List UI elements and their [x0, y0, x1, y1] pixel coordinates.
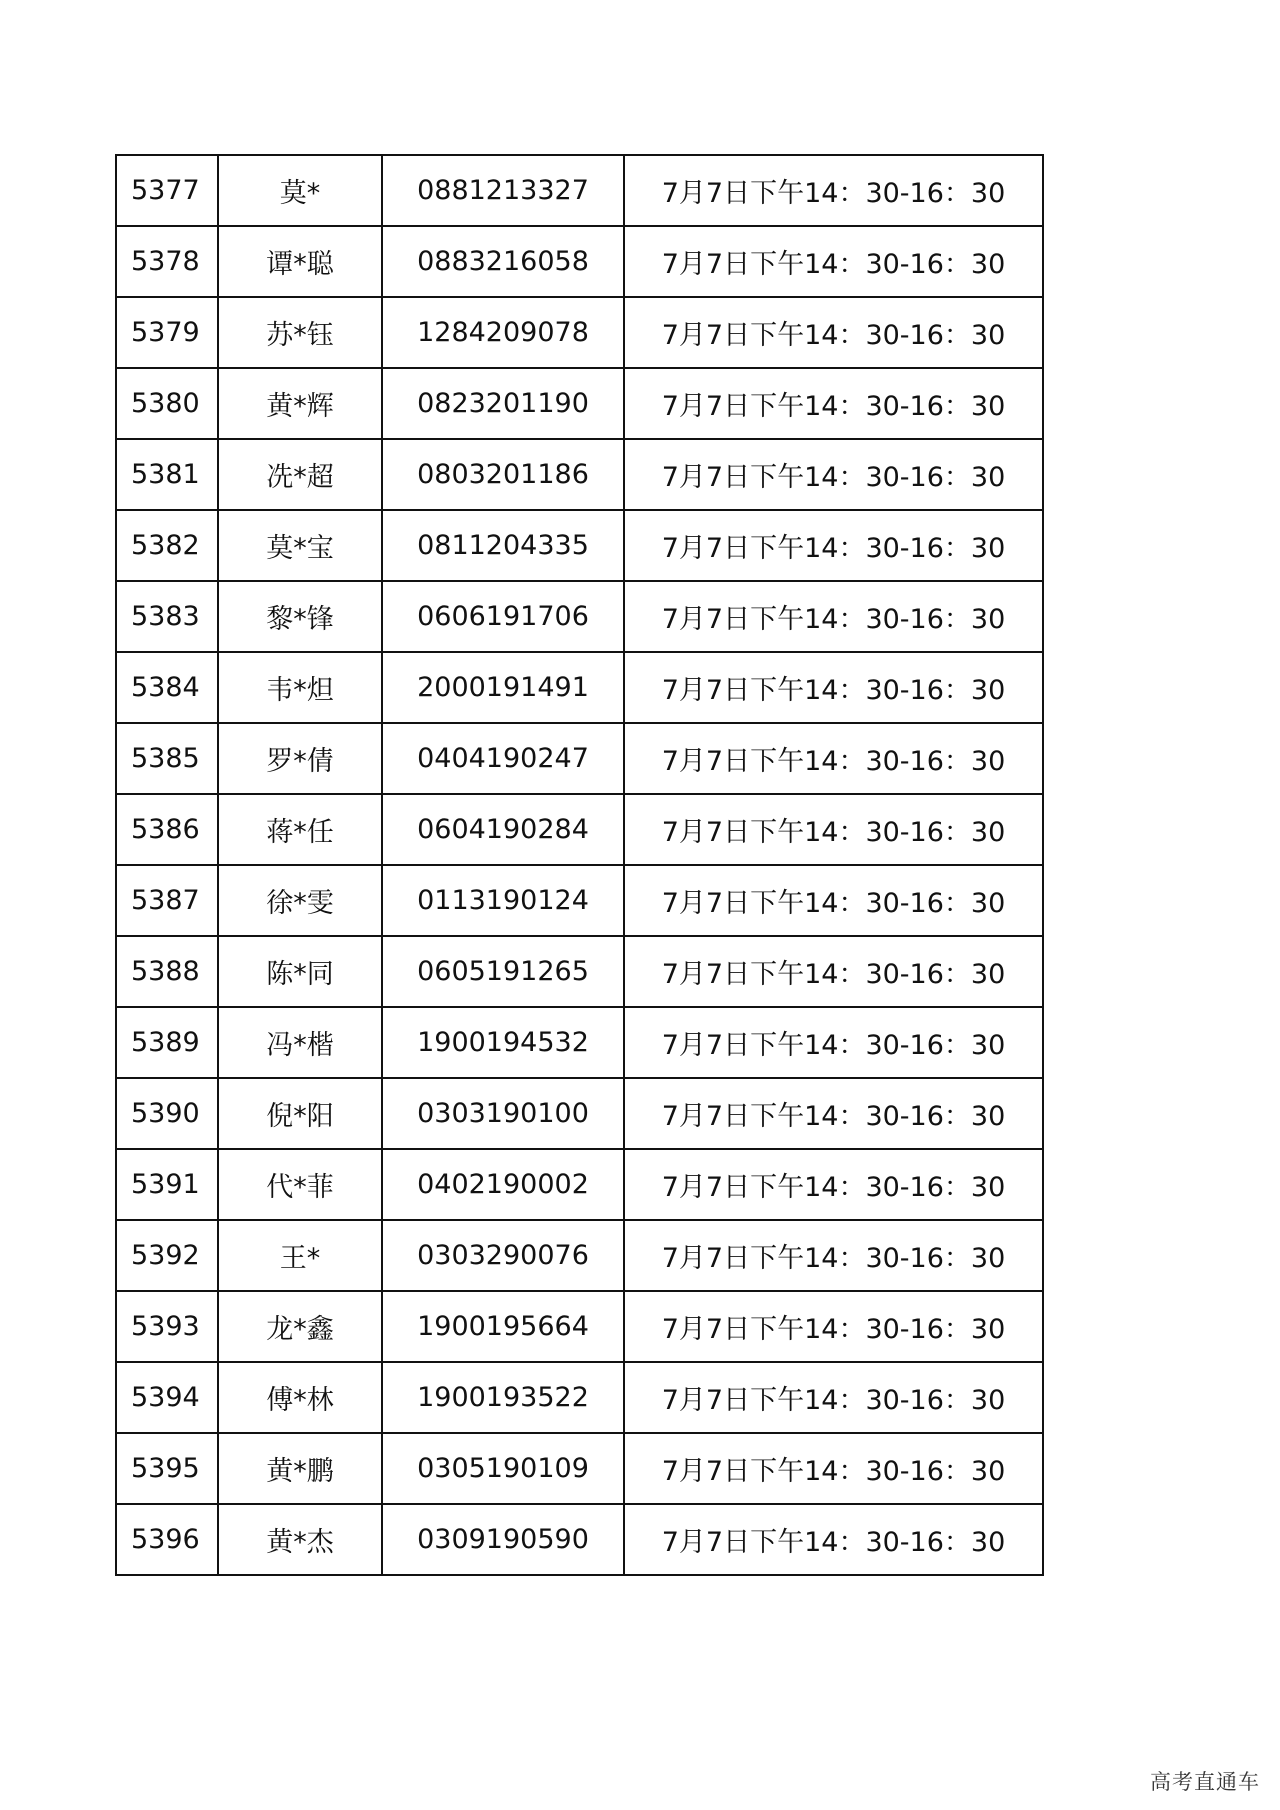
id-number-cell: 0303290076: [382, 1220, 624, 1291]
row-number-cell: 5378: [116, 226, 218, 297]
table-row: [116, 1078, 1043, 1149]
name-cell: 代*菲: [218, 1149, 382, 1220]
id-number-cell: 0309190590: [382, 1504, 624, 1575]
id-number-cell: 0305190109: [382, 1433, 624, 1504]
row-number-cell: 5380: [116, 368, 218, 439]
row-number-cell: 5393: [116, 1291, 218, 1362]
row-number-cell: 5386: [116, 794, 218, 865]
id-number-cell: 0604190284: [382, 794, 624, 865]
time-slot-cell: 7月7日下午14：30-16：30: [624, 1362, 1043, 1433]
table-row: [116, 1504, 1043, 1575]
table-row: [116, 581, 1043, 652]
name-cell: 莫*: [218, 155, 382, 226]
name-cell: 罗*倩: [218, 723, 382, 794]
time-slot-cell: 7月7日下午14：30-16：30: [624, 297, 1043, 368]
id-number-cell: 0803201186: [382, 439, 624, 510]
table-row: [116, 865, 1043, 936]
table-row: [116, 226, 1043, 297]
table-row: [116, 368, 1043, 439]
time-slot-cell: 7月7日下午14：30-16：30: [624, 226, 1043, 297]
row-number-cell: 5383: [116, 581, 218, 652]
id-number-cell: 0823201190: [382, 368, 624, 439]
id-number-cell: 1900195664: [382, 1291, 624, 1362]
table-row: [116, 1220, 1043, 1291]
table-row: [116, 1291, 1043, 1362]
name-cell: 冯*楷: [218, 1007, 382, 1078]
row-number-cell: 5396: [116, 1504, 218, 1575]
time-slot-cell: 7月7日下午14：30-16：30: [624, 723, 1043, 794]
name-cell: 黄*杰: [218, 1504, 382, 1575]
table-row: [116, 297, 1043, 368]
id-number-cell: 0113190124: [382, 865, 624, 936]
name-cell: 黎*锋: [218, 581, 382, 652]
name-cell: 陈*同: [218, 936, 382, 1007]
id-number-cell: 0402190002: [382, 1149, 624, 1220]
time-slot-cell: 7月7日下午14：30-16：30: [624, 794, 1043, 865]
id-number-cell: 1284209078: [382, 297, 624, 368]
time-slot-cell: 7月7日下午14：30-16：30: [624, 368, 1043, 439]
row-number-cell: 5395: [116, 1433, 218, 1504]
table-body: [116, 155, 1043, 1575]
table-row: [116, 510, 1043, 581]
time-slot-cell: 7月7日下午14：30-16：30: [624, 1220, 1043, 1291]
table-row: [116, 439, 1043, 510]
row-number-cell: 5387: [116, 865, 218, 936]
table-row: [116, 936, 1043, 1007]
row-number-cell: 5388: [116, 936, 218, 1007]
row-number-cell: 5390: [116, 1078, 218, 1149]
name-cell: 倪*阳: [218, 1078, 382, 1149]
row-number-cell: 5394: [116, 1362, 218, 1433]
row-number-cell: 5377: [116, 155, 218, 226]
row-number-cell: 5381: [116, 439, 218, 510]
id-number-cell: 0303190100: [382, 1078, 624, 1149]
name-cell: 莫*宝: [218, 510, 382, 581]
name-cell: 傅*林: [218, 1362, 382, 1433]
row-number-cell: 5384: [116, 652, 218, 723]
time-slot-cell: 7月7日下午14：30-16：30: [624, 936, 1043, 1007]
name-cell: 黄*鹏: [218, 1433, 382, 1504]
schedule-table: [115, 154, 1044, 1576]
id-number-cell: 0811204335: [382, 510, 624, 581]
row-number-cell: 5391: [116, 1149, 218, 1220]
id-number-cell: 0404190247: [382, 723, 624, 794]
time-slot-cell: 7月7日下午14：30-16：30: [624, 652, 1043, 723]
time-slot-cell: 7月7日下午14：30-16：30: [624, 1433, 1043, 1504]
id-number-cell: 0883216058: [382, 226, 624, 297]
table-row: [116, 794, 1043, 865]
id-number-cell: 0606191706: [382, 581, 624, 652]
name-cell: 冼*超: [218, 439, 382, 510]
time-slot-cell: 7月7日下午14：30-16：30: [624, 865, 1043, 936]
table-row: [116, 723, 1043, 794]
id-number-cell: 2000191491: [382, 652, 624, 723]
name-cell: 苏*钰: [218, 297, 382, 368]
name-cell: 黄*辉: [218, 368, 382, 439]
id-number-cell: 1900193522: [382, 1362, 624, 1433]
table-row: [116, 1007, 1043, 1078]
watermark-text: 高考直通车: [1150, 1770, 1260, 1794]
time-slot-cell: 7月7日下午14：30-16：30: [624, 510, 1043, 581]
name-cell: 徐*雯: [218, 865, 382, 936]
time-slot-cell: 7月7日下午14：30-16：30: [624, 1504, 1043, 1575]
table-row: [116, 155, 1043, 226]
name-cell: 谭*聪: [218, 226, 382, 297]
name-cell: 龙*鑫: [218, 1291, 382, 1362]
row-number-cell: 5382: [116, 510, 218, 581]
table-row: [116, 1149, 1043, 1220]
table-row: [116, 1433, 1043, 1504]
time-slot-cell: 7月7日下午14：30-16：30: [624, 1078, 1043, 1149]
row-number-cell: 5389: [116, 1007, 218, 1078]
time-slot-cell: 7月7日下午14：30-16：30: [624, 581, 1043, 652]
id-number-cell: 1900194532: [382, 1007, 624, 1078]
id-number-cell: 0605191265: [382, 936, 624, 1007]
row-number-cell: 5379: [116, 297, 218, 368]
name-cell: 蒋*任: [218, 794, 382, 865]
time-slot-cell: 7月7日下午14：30-16：30: [624, 439, 1043, 510]
time-slot-cell: 7月7日下午14：30-16：30: [624, 1149, 1043, 1220]
name-cell: 韦*炟: [218, 652, 382, 723]
name-cell: 王*: [218, 1220, 382, 1291]
time-slot-cell: 7月7日下午14：30-16：30: [624, 1291, 1043, 1362]
row-number-cell: 5392: [116, 1220, 218, 1291]
id-number-cell: 0881213327: [382, 155, 624, 226]
row-number-cell: 5385: [116, 723, 218, 794]
table-row: [116, 1362, 1043, 1433]
time-slot-cell: 7月7日下午14：30-16：30: [624, 1007, 1043, 1078]
table-row: [116, 652, 1043, 723]
time-slot-cell: 7月7日下午14：30-16：30: [624, 155, 1043, 226]
